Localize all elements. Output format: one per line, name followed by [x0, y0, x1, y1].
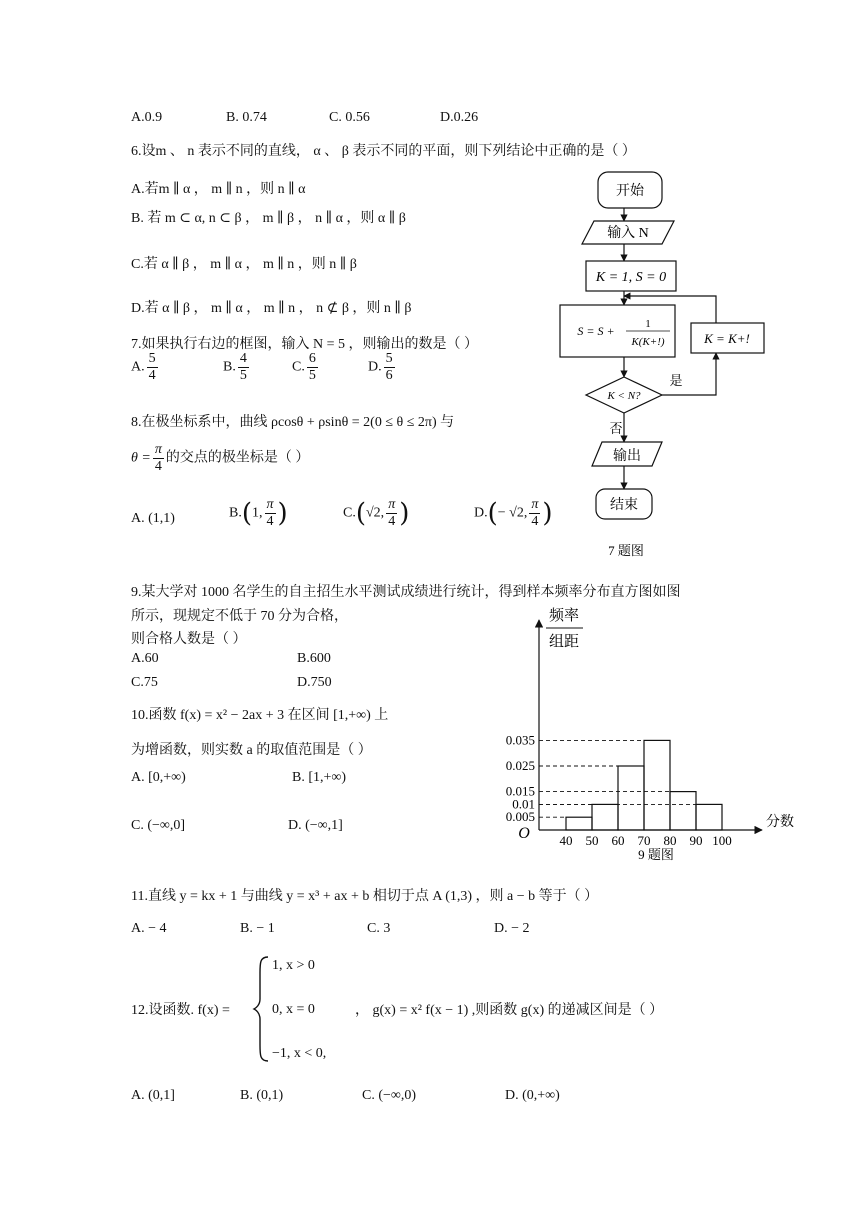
q6-option-b: B. 若 m ⊂ α, n ⊂ β ， m ∥ β ， n ∥ α ，则 α ∥ β — [131, 211, 406, 226]
flow-update-s-den: K(K+!) — [631, 336, 665, 348]
q7-option-b: B. $\frac{4}{5}$ — [223, 351, 247, 383]
hist-origin: O — [518, 825, 530, 842]
hist-ytick-label: 0.035 — [505, 732, 535, 748]
histogram-q9 — [480, 600, 810, 870]
q11-option-b: B. − 1 — [240, 921, 275, 936]
flow-update-k-label: K = K+! — [704, 331, 750, 346]
q6-option-d: D.若 α ∥ β ， m ∥ α ， m ∥ n ， n ⊄ β ，则 n ∥ β — [131, 301, 412, 316]
flow-no-label: 否 — [609, 421, 623, 436]
q9-option-a: A.60 — [131, 651, 159, 666]
q12-case-3: −1, x < 0, — [272, 1046, 327, 1061]
q11-option-d: D. − 2 — [494, 921, 530, 936]
hist-ytick-label: 0.025 — [505, 758, 535, 773]
q6-option-a: A.若m ∥ α ， m ∥ n ，则 n ∥ α — [131, 182, 306, 197]
q12-case-1: 1, x > 0 — [272, 958, 315, 973]
q9-option-b: B.600 — [297, 651, 331, 666]
hist-ylabel-top: 频率 — [548, 608, 580, 624]
hist-xtick-label: 80 — [663, 833, 677, 848]
hist-bar-40-50 — [566, 817, 592, 830]
q9-option-c: C.75 — [131, 675, 158, 690]
q7-stem: 7.如果执行右边的框图，输入 N = 5 ，则输出的数是（ ） — [131, 337, 479, 352]
q11-option-c: C. 3 — [367, 921, 391, 936]
q12-option-a: A. (0,1] — [131, 1088, 175, 1103]
flowchart-q7 — [550, 165, 790, 565]
q9-stem-line3: 则合格人数是（ ） — [131, 632, 247, 647]
hist-caption: 9 题图 — [638, 847, 674, 862]
hist-xtick-label: 40 — [559, 833, 573, 848]
hist-ytick-label: 0.005 — [505, 809, 535, 825]
q8-option-b: B.(1, $\frac{\pi}{4}$ ) — [229, 497, 288, 529]
q8-option-a: A. (1,1) — [131, 511, 175, 526]
q6-option-c: C.若 α ∥ β ， m ∥ α ， m ∥ n ，则 n ∥ β — [131, 257, 357, 272]
hist-bar-90-100 — [696, 804, 722, 830]
q11-option-a: A. − 4 — [131, 921, 167, 936]
q12-case-2: 0, x = 0 — [272, 1002, 315, 1017]
flow-yes-label: 是 — [669, 373, 683, 388]
hist-ytick-label: 0.01 — [512, 796, 535, 812]
q7-option-c: C. $\frac{6}{5}$ — [292, 351, 316, 383]
q8-option-d: D.(− √2, $\frac{\pi}{4}$ ) — [474, 497, 553, 529]
hist-xtick-label: 100 — [712, 833, 732, 848]
q11-stem: 11.直线 y = kx + 1 与曲线 y = x³ + ax + b 相切于点 A (1,3) ，则 a − b 等于（ ） — [131, 889, 599, 904]
q8-option-c: C.(√2, $\frac{\pi}{4}$ ) — [343, 497, 410, 529]
hist-xlabel: 分数 — [766, 815, 794, 830]
q12-option-b: B. (0,1) — [240, 1088, 284, 1103]
q10-stem-line2: 为增函数，则实数 a 的取值范围是（ ） — [131, 743, 372, 758]
flow-init-label: K = 1, S = 0 — [595, 270, 667, 285]
hist-xtick-label: 60 — [611, 833, 625, 848]
q6-stem: 6.设m 、 n 表示不同的直线， α 、 β 表示不同的平面，则下列结论中正确的是（ ） — [131, 144, 636, 159]
hist-bar-70-80 — [644, 740, 670, 830]
q7-option-d: D. $\frac{5}{6}$ — [368, 351, 393, 383]
q10-stem-line1: 10.函数 f(x) = x² − 2ax + 3 在区间 [1,+∞) 上 — [131, 708, 389, 723]
q12-option-d: D. (0,+∞) — [505, 1088, 560, 1103]
q5-option-d: D.0.26 — [440, 110, 479, 125]
flow-update-s-num: 1 — [645, 318, 651, 330]
q10-option-d: D. (−∞,1] — [288, 818, 343, 833]
q12-option-c: C. (−∞,0) — [362, 1088, 417, 1103]
q9-stem-line1: 9.某大学对 1000 名学生的自主招生水平测试成绩进行统计，得到样本频率分布直方图如图 — [131, 585, 681, 600]
flow-cond-label: K < N? — [607, 390, 641, 402]
hist-ylabel-bottom: 组距 — [548, 634, 580, 650]
q12-suffix: ， g(x) = x² f(x − 1) ,则函数 g(x) 的递减区间是（ ） — [355, 1003, 664, 1018]
hist-xtick-label: 50 — [585, 833, 599, 848]
q12-brace — [252, 955, 272, 1063]
q5-option-a: A.0.9 — [131, 110, 163, 125]
hist-bar-50-60 — [592, 804, 618, 830]
hist-bar-60-70 — [618, 766, 644, 830]
q12-prefix: 12.设函数. f(x) = — [131, 1003, 230, 1018]
flow-output-label: 输出 — [613, 449, 641, 464]
q8-stem-line1: 8.在极坐标系中，曲线 ρcosθ + ρsinθ = 2(0 ≤ θ ≤ 2π) 与 — [131, 415, 455, 430]
hist-bar-80-90 — [670, 792, 696, 830]
hist-ytick-label: 0.015 — [505, 783, 535, 799]
q5-option-c: C. 0.56 — [329, 110, 370, 125]
hist-xtick-label: 90 — [689, 833, 703, 848]
q9-option-d: D.750 — [297, 675, 332, 690]
q8-stem-line2: θ = $\frac{\pi}{4}$ 的交点的极坐标是（ ） — [131, 442, 310, 474]
flow-input-label: 输入 N — [607, 226, 649, 241]
flow-update-s-label: S = S + — [577, 324, 615, 338]
hist-xtick-label: 70 — [637, 833, 651, 848]
q10-option-a: A. [0,+∞) — [131, 770, 186, 785]
flow-caption: 7 题图 — [608, 543, 644, 558]
q10-option-b: B. [1,+∞) — [292, 770, 347, 785]
flow-end-label: 结束 — [610, 498, 638, 513]
q10-option-c: C. (−∞,0] — [131, 818, 186, 833]
q9-stem-line2: 所示，现规定不低于 70 分为合格， — [131, 609, 348, 624]
q7-option-a: A. $\frac{5}{4}$ — [131, 351, 156, 383]
flow-start-label: 开始 — [616, 184, 644, 199]
q5-option-b: B. 0.74 — [226, 110, 267, 125]
